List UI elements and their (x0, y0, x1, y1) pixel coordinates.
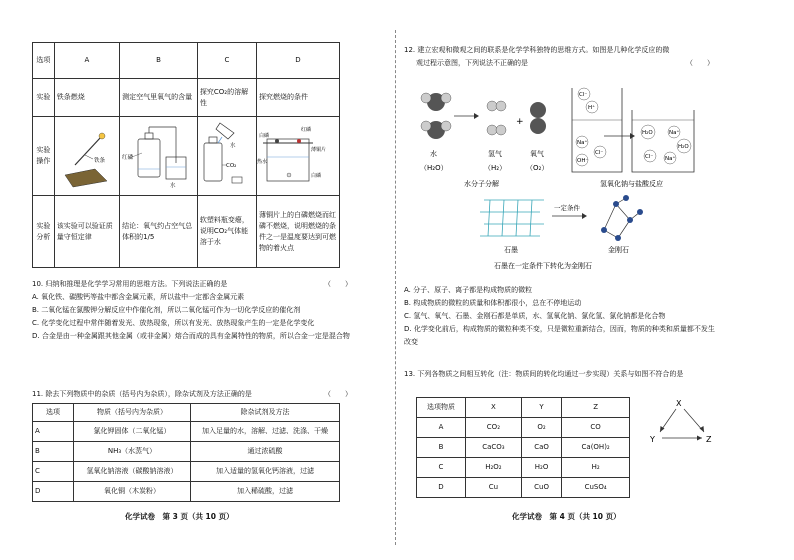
row-label: 实验操作 (33, 117, 55, 196)
option-c: C. 氢气、氧气、石墨、金刚石都是单质，水、氢氧化钠、氯化氢、氯化钠都是化合物 (404, 312, 666, 320)
header-cell: 物质（括号内为杂质） (74, 404, 191, 422)
table-row (33, 196, 340, 268)
table-row (33, 422, 340, 442)
table-cell: 氯化钾固体（二氧化锰） (74, 422, 191, 442)
fig-label: 氧气 (530, 150, 544, 158)
header-cell: A (54, 43, 119, 79)
fig-label: 红磷 (122, 155, 134, 161)
table-cell: B (417, 438, 466, 458)
table-cell: CO (562, 418, 630, 438)
table-cell: 软塑料瓶变瘪，说明CO₂气体能溶于水 (197, 196, 256, 268)
impurity-table (32, 403, 340, 502)
figure-cell (197, 117, 256, 196)
option-a: A. 分子、原子、离子都是构成物质的微粒 (404, 286, 533, 294)
table-cell: 通过浓硫酸 (191, 442, 340, 462)
micro-reaction-figure (404, 80, 724, 280)
table-row (417, 438, 630, 458)
header-cell: D (256, 43, 339, 79)
fig-label: CO₂ (225, 163, 237, 169)
question-12-options (404, 284, 716, 349)
option-d: D. 化学变化前后，构成物质的微粒种类不变，只是微粒重新结合，因而，物质的种类和质量都不发生改变 (404, 325, 715, 346)
ion: H⁺ (588, 105, 596, 111)
option-d: D. 合金是由一种金属跟其他金属（或非金属）熔合而成的具有金属特性的物质，所以合金一定是混合物 (32, 332, 350, 340)
row-label: 实验分析 (33, 196, 55, 268)
header-cell: 除杂试剂及方法 (191, 404, 340, 422)
table-row (33, 442, 340, 462)
answer-paren: （ ） (324, 280, 352, 288)
option-c: C. 化学变化过程中常伴随着发光、放热现象，所以有发光、放热现象产生的一定是化学变化 (32, 319, 315, 327)
answer-paren: （ ） (686, 59, 714, 67)
table-cell: Cu (466, 478, 522, 498)
fig-label: 金刚石 (608, 246, 629, 254)
header-cell: 选项 (33, 43, 55, 79)
table-row (417, 478, 630, 498)
graphite-structure-icon (480, 200, 544, 236)
fig-label: 水 (170, 183, 176, 189)
table-cell: 测定空气里氧气的含量 (120, 79, 198, 117)
ion: Cl⁻ (645, 154, 654, 160)
ion: Na⁺ (665, 156, 676, 162)
table-cell: 探究燃烧的条件 (256, 79, 339, 117)
option-b: B. 二氧化锰在氯酸钾分解反应中作催化剂，所以二氧化锰可作为一切化学反应的催化剂 (32, 306, 301, 314)
header-cell: X (466, 398, 522, 418)
fig-caption: 水分子分解 (464, 180, 499, 188)
question-12 (404, 44, 724, 70)
fig-label: （H₂） (484, 164, 507, 172)
fig-label: 氢气 (488, 150, 502, 158)
ion: Na⁺ (669, 130, 680, 136)
stem-text: 观过程示意图，下列说法不正确的是 (416, 59, 528, 67)
table-cell: CuO (521, 478, 561, 498)
header-cell: 选项 (33, 404, 74, 422)
fig-label: 白磷 (258, 133, 269, 139)
header-cell: C (197, 43, 256, 79)
answer-paren: （ ） (324, 390, 352, 398)
fig-label: 红磷 (300, 127, 311, 133)
option-a: A. 氧化铁、碳酸钙等盐中都含金属元素，所以盐中一定都含金属元素 (32, 293, 245, 301)
fig-label: 一定条件 (554, 204, 580, 212)
table-cell: A (417, 418, 466, 438)
plus-sign: + (516, 117, 524, 127)
table-cell: CaO (521, 438, 561, 458)
conversion-table (416, 397, 630, 498)
fig-label: 石墨 (504, 246, 518, 254)
combustion-conditions-figure (257, 117, 332, 191)
table-cell: 加入足量的水，溶解、过滤、洗涤、干燥 (191, 422, 340, 442)
question-10 (32, 278, 352, 343)
table-cell: 加入稀硫酸，过滤 (191, 482, 340, 502)
ion: Cl⁻ (595, 150, 604, 156)
node-y: Y (650, 435, 655, 444)
table-row (33, 79, 340, 117)
stem-text: 10. 归纳和推理是化学学习常用的思维方法。下列说法正确的是 (32, 280, 228, 288)
question-stem (32, 278, 352, 291)
table-cell: H₂O₂ (466, 458, 522, 478)
fig-label: 热水 (256, 159, 267, 165)
table-cell: C (33, 462, 74, 482)
table-cell: B (33, 442, 74, 462)
table-cell: 氢氧化钠溶液（碳酸钠溶液） (74, 462, 191, 482)
figure-cell (120, 117, 198, 196)
stem-line-1: 12. 建立宏观和微观之间的联系是化学学科独特的思维方式。如图是几种化学反应的微 (404, 46, 670, 54)
node-z: Z (706, 435, 712, 444)
table-cell: Ca(OH)₂ (562, 438, 630, 458)
hydrogen-molecule-icon (487, 101, 506, 135)
fig-label: （H₂O） (420, 164, 448, 172)
table-cell: CaCO₃ (466, 438, 522, 458)
table-cell: D (33, 482, 74, 502)
table-cell: 铁条燃烧 (54, 79, 119, 117)
table-row (417, 458, 630, 478)
table-cell: C (417, 458, 466, 478)
table-cell: 探究CO₂的溶解性 (197, 79, 256, 117)
ion-labels (576, 88, 691, 166)
header-cell: Z (562, 398, 630, 418)
diamond-structure-icon (601, 195, 643, 241)
header-cell: Y (521, 398, 561, 418)
row-label: 实验 (33, 79, 55, 117)
figure-cell (54, 117, 119, 196)
fig-caption: 氢氧化钠与盐酸反应 (600, 180, 663, 188)
conversion-triangle-diagram (648, 396, 718, 448)
figure-cell (256, 117, 339, 196)
node-x: X (676, 399, 682, 408)
ion: H₂O (642, 130, 653, 136)
table-row (33, 482, 340, 502)
table-cell: A (33, 422, 74, 442)
table-cell: O₂ (521, 418, 561, 438)
page-footer-left: 化学试卷 第 3 页（共 10 页） (125, 512, 234, 521)
table-cell: 薄铜片上的白磷燃烧而红磷不燃烧，说明燃烧的条件之一是温度要达到可燃物的着火点 (256, 196, 339, 268)
question-11 (32, 388, 352, 401)
fig-label: 薄铜片 (310, 147, 326, 153)
stem-text: 11. 除去下列物质中的杂质（括号内为杂质），除杂试剂及方法正确的是 (32, 390, 252, 398)
fig-label: 水 (430, 150, 437, 158)
table-cell: H₂O (521, 458, 561, 478)
option-b: B. 构成物质的微粒的质量和体积都很小，总在不停地运动 (404, 299, 582, 307)
fig-label: 铁条 (93, 158, 105, 164)
water-molecule-icon (421, 93, 451, 139)
table-cell: CO₂ (466, 418, 522, 438)
table-cell: 氧化铜（木炭粉） (74, 482, 191, 502)
fig-label: 白磷 (310, 173, 321, 179)
table-cell: 该实验可以验证质量守恒定律 (54, 196, 119, 268)
page-footer-right: 化学试卷 第 4 页（共 10 页） (512, 512, 621, 521)
ion: H₂O (678, 144, 689, 150)
table-cell: D (417, 478, 466, 498)
ion: OH⁻ (577, 158, 589, 164)
table-cell: H₂ (562, 458, 630, 478)
co2-solubility-figure (198, 117, 250, 191)
table-row (33, 117, 340, 196)
page-divider (395, 30, 396, 545)
table-header-row (33, 404, 340, 422)
fig-caption: 石墨在一定条件下转化为金刚石 (494, 262, 592, 270)
table-cell: 加入适量的氢氧化钙溶液，过滤 (191, 462, 340, 482)
fig-label: （O₂） (526, 164, 549, 172)
iron-burning-figure (55, 117, 113, 191)
ion: Na⁺ (577, 140, 588, 146)
table-header-row (33, 43, 340, 79)
header-cell: 选项物质 (417, 398, 466, 418)
table-row (417, 418, 630, 438)
table-cell: NH₃（水蒸气） (74, 442, 191, 462)
ion: Cl⁻ (579, 92, 588, 98)
table-row (33, 462, 340, 482)
question-13: 13. 下列各物质之间相互转化（注：物质间的转化均通过一步实现）关系与如图不符合的是 (404, 370, 684, 378)
fig-label: 水 (229, 143, 236, 149)
table-cell: CuSO₄ (562, 478, 630, 498)
table-cell: 结论：氧气约占空气总体积的1/5 (120, 196, 198, 268)
oxygen-content-figure (120, 117, 190, 191)
experiment-table (32, 42, 340, 268)
oxygen-molecule-icon (530, 102, 546, 134)
table-header-row (417, 398, 630, 418)
stem-line-2 (404, 57, 724, 70)
header-cell: B (120, 43, 198, 79)
